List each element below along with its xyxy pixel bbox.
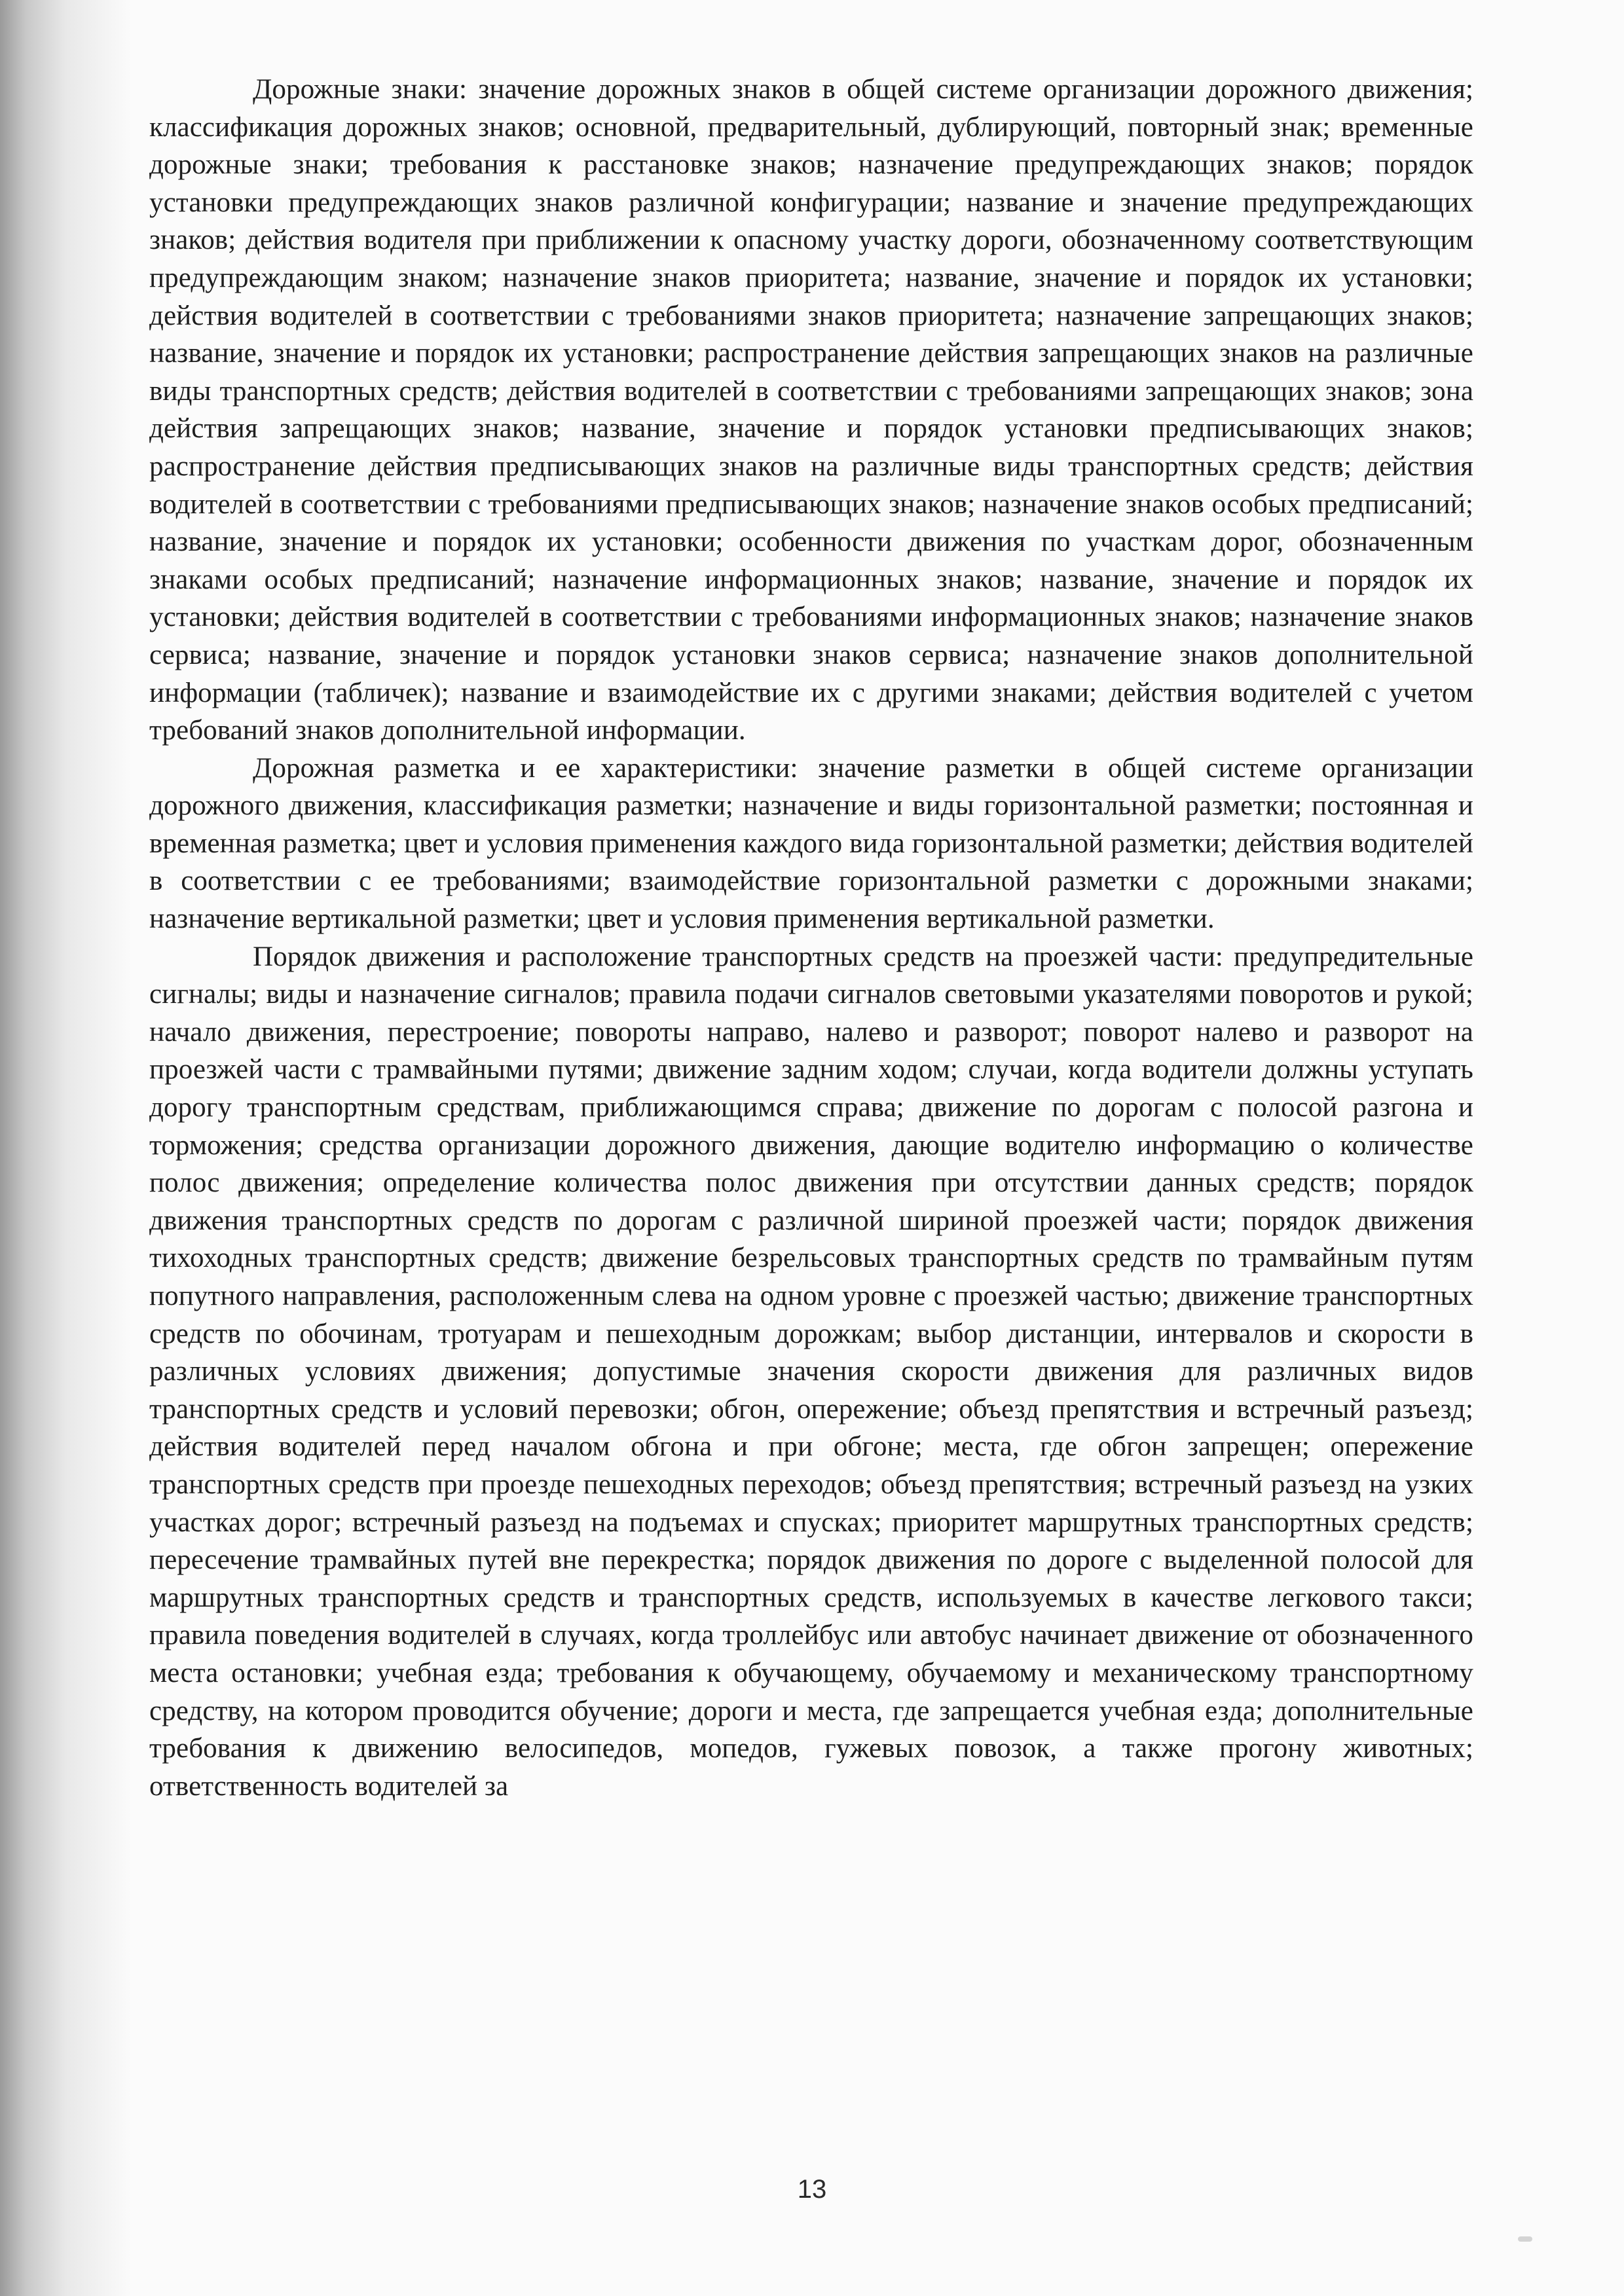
paragraph-road-signs: Дорожные знаки: значение дорожных знаков в общей системе организации дорожного движения; классификация дорожных знаков; основной, предварительный, дублирующий, повторный знак; временные дорожные знаки; требования к расстановке знаков; назначение предупреждающих знаков; порядок установки предупреждающих знаков различной конфигурации; название и значение предупреждающих знаков; действия водителя при приближении к опасному участку дороги, обозначенному соответствующим предупреждающим знаком; назначение знаков приоритета; название, значение и порядок их установки; действия водителей в соответствии с требованиями знаков приоритета; назначение запрещающих знаков; название, значение и порядок их установки; распространение действия запрещающих знаков на различные виды транспортных средств; действия водителей в соответствии с требованиями запрещающих знаков; зона действия запрещающих знаков; название, значение и порядок установки предписывающих знаков; распространение действия предписывающих знаков на различные виды транспортных средств; действия водителей в соответствии с требованиями предписывающих знаков; назначение знаков особых предписаний; название, значение и порядок их установки; особенности движения по участкам дорог, обозначенным знаками особых предписаний; назначение информационных знаков; название, значение и порядок их установки; действия водителей в соответствии с требованиями информационных знаков; назначение знаков сервиса; название, значение и порядок установки знаков сервиса; назначение знаков дополнительной информации (табличек); название и взаимодействие их с другими знаками; действия водителей с учетом требований знаков дополнительной информации. (149, 74, 1473, 746)
scan-speck (1518, 2236, 1532, 2242)
paragraph-road-markings: Дорожная разметка и ее характеристики: значение разметки в общей системе организации дорожного движения, классификация разметки; назначение и виды горизонтальной разметки; постоянная и временная разметка; цвет и условия применения каждого вида горизонтальной разметки; действия водителей в соответствии с ее требованиями; взаимодействие горизонтальной разметки с дорожными знаками; назначение вертикальной разметки; цвет и условия применения вертикальной разметки. (149, 752, 1473, 935)
paragraph-traffic-order: Порядок движения и расположение транспортных средств на проезжей части: предупредительные сигналы; виды и назначение сигналов; правила подачи сигналов световыми указателями поворотов и рукой; начало движения, перестроение; повороты направо, налево и разворот; поворот налево и разворот на проезжей части с трамвайными путями; движение задним ходом; случаи, когда водители должны уступать дорогу транспортным средствам, приближающимся справа; движение по дорогам с полосой разгона и торможения; средства организации дорожного движения, дающие водителю информацию о количестве полос движения; определение количества полос движения при отсутствии данных средств; порядок движения транспортных средств по дорогам с различной шириной проезжей части; порядок движения тихоходных транспортных средств; движение безрельсовых транспортных средств по трамвайным путям попутного направления, расположенным слева на одном уровне с проезжей частью; движение транспортных средств по обочинам, тротуарам и пешеходным дорожкам; выбор дистанции, интервалов и скорости в различных условиях движения; допустимые значения скорости движения для различных видов транспортных средств и условий перевозки; обгон, опережение; объезд препятствия и встречный разъезд; действия водителей перед началом обгона и при обгоне; места, где обгон запрещен; опережение транспортных средств при проезде пешеходных переходов; объезд препятствия; встречный разъезд на узких участках дорог; встречный разъезд на подъемах и спусках; приоритет маршрутных транспортных средств; пересечение трамвайных путей вне перекрестка; порядок движения по дороге с выделенной полосой для маршрутных транспортных средств и транспортных средств, используемых в качестве легкового такси; правила поведения водителей в случаях, когда троллейбус или автобус начинает движение от обозначенного места остановки; учебная езда; требования к обучающему, обучаемому и механическому транспортному средству, на котором проводится обучение; дороги и места, где запрещается учебная езда; дополнительные требования к движению велосипедов, мопедов, гужевых повозок, а также прогону животных; ответственность водителей за (149, 941, 1473, 1802)
body-text (149, 71, 1473, 1805)
page-number: 13 (797, 2175, 827, 2204)
scan-edge-shadow (0, 0, 131, 2296)
